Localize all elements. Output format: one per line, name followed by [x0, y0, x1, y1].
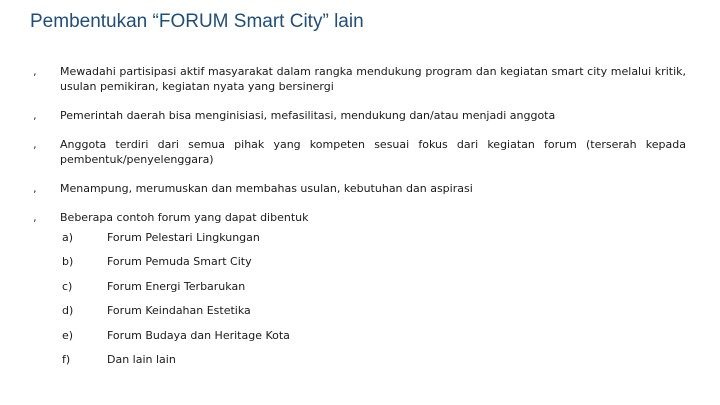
bullet-mark: ‚ [33, 109, 37, 122]
forum-example-letter: a) [62, 231, 74, 244]
forum-example-item [62, 352, 290, 376]
bullet-mark: ‚ [33, 211, 37, 224]
bullet-item [30, 64, 686, 94]
forum-example-text: Forum Budaya dan Heritage Kota [107, 328, 290, 342]
forum-example-text: Forum Pemuda Smart City [107, 255, 252, 269]
slide-title: Pembentukan “FORUM Smart City” lain [30, 11, 364, 32]
forum-example-letter: d) [62, 304, 74, 318]
bullet-text: Anggota terdiri dari semua pihak yang kompeten sesuai fokus dari kegiatan forum (terserah kepada pembentuk/penyelenggara) [60, 138, 686, 166]
forum-example-letter: c) [62, 279, 73, 293]
bullet-mark: ‚ [33, 182, 37, 195]
forum-example-text: Forum Energi Terbarukan [107, 279, 246, 293]
forum-example-text: Forum Pelestari Lingkungan [107, 231, 260, 244]
forum-example-text: Dan lain lain [107, 352, 176, 366]
forum-example-item [62, 279, 290, 303]
bullet-text: Menampung, merumuskan dan membahas usulan, kebutuhan dan aspirasi [60, 182, 473, 195]
forum-examples-list [62, 230, 290, 376]
bullet-list [30, 64, 686, 239]
forum-example-item [62, 328, 290, 352]
bullet-text: Pemerintah daerah bisa menginisiasi, mefasilitasi, mendukung dan/atau menjadi anggota [60, 109, 556, 122]
bullet-item [30, 108, 686, 123]
bullet-item [30, 181, 686, 196]
bullet-text: Mewadahi partisipasi aktif masyarakat dalam rangka mendukung program dan kegiatan smart city melalui kritik, usulan pemikiran, kegiatan nyata yang bersinergi [60, 65, 686, 93]
forum-example-item [62, 303, 290, 327]
bullet-item [30, 210, 686, 225]
forum-example-letter: f) [62, 352, 71, 366]
forum-example-item [62, 230, 290, 254]
forum-example-letter: e) [62, 328, 74, 342]
bullet-item [30, 137, 686, 167]
forum-example-letter: b) [62, 255, 74, 269]
forum-example-item [62, 254, 290, 278]
forum-example-text: Forum Keindahan Estetika [107, 304, 251, 318]
bullet-mark: ‚ [33, 138, 37, 151]
bullet-mark: ‚ [33, 65, 37, 78]
bullet-text: Beberapa contoh forum yang dapat dibentuk [60, 211, 309, 224]
